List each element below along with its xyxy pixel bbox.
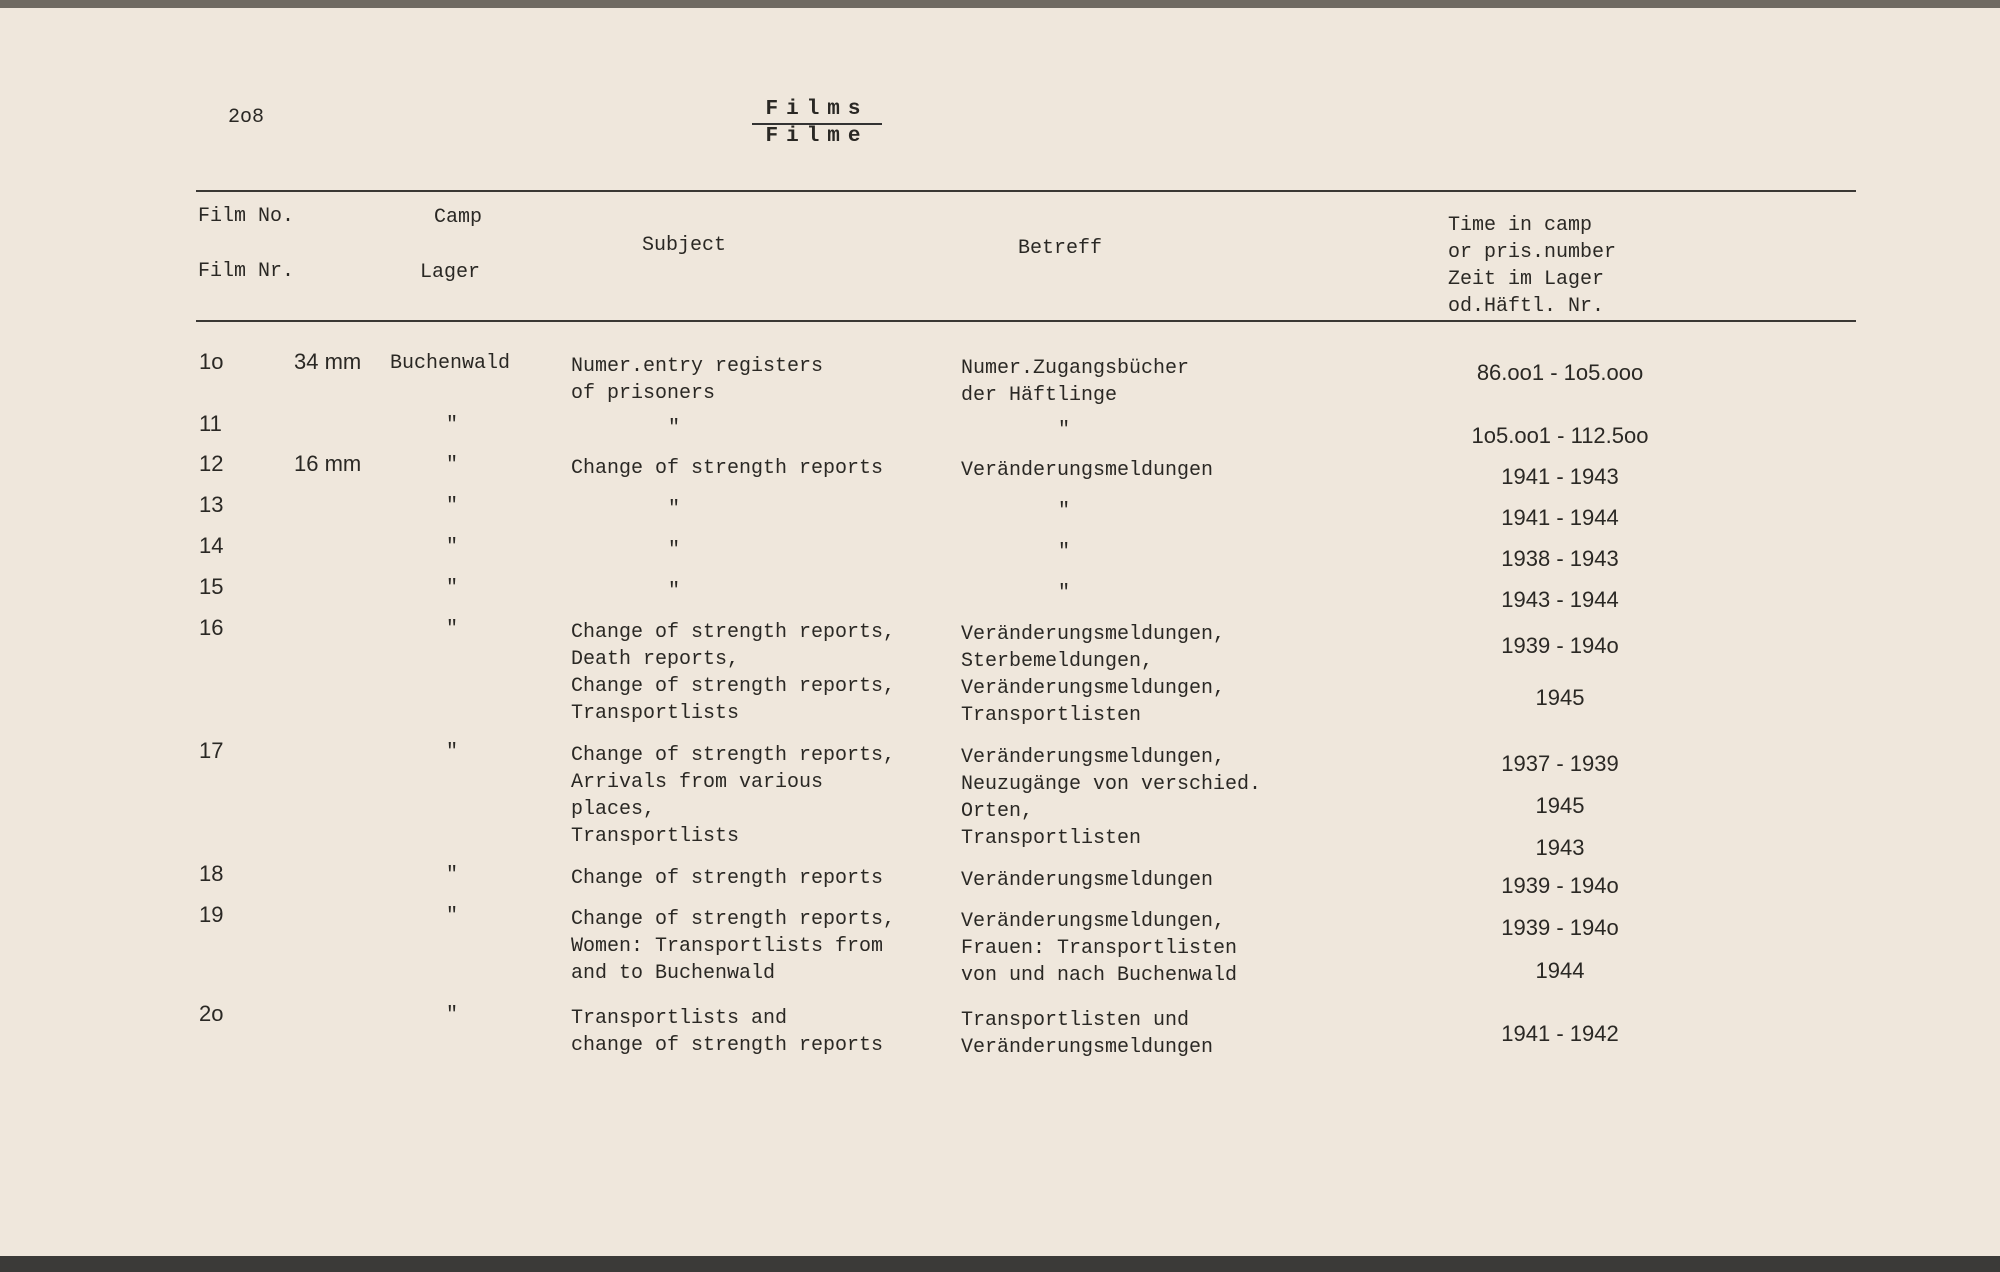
film-number: 11 — [199, 411, 222, 436]
film-number: 17 — [199, 738, 224, 763]
subject-cell: Change of strength reports, Arrivals from various places, Transportlists — [571, 744, 896, 848]
camp-cell: " — [446, 905, 459, 928]
betreff-cell: Veränderungsmeldungen — [961, 869, 1214, 892]
subject-cell: Transportlists and change of strength reports — [571, 1007, 884, 1057]
film-number: 1o — [199, 349, 224, 374]
time-in-camp-cell: 1939 - 194o 1944 — [1501, 915, 1619, 983]
header-time-line-2: or pris.number — [1448, 241, 1617, 264]
time-in-camp-cell: 1939 - 194o — [1501, 873, 1619, 898]
header-betreff: Betreff — [1018, 237, 1103, 260]
subject-cell: Change of strength reports, Death reports, Change of strength reports, Transportlists — [571, 621, 896, 725]
film-number: 2o — [199, 1001, 224, 1026]
subject-cell: " — [668, 539, 681, 562]
title-german: Filme — [765, 125, 869, 148]
subject-cell: Change of strength reports — [571, 867, 884, 890]
film-number: 19 — [199, 902, 224, 927]
camp-cell: " — [446, 454, 459, 477]
film-number: 18 — [199, 861, 224, 886]
film-number: 14 — [199, 533, 224, 558]
document-page — [0, 8, 2000, 1256]
subject-cell: Change of strength reports — [571, 457, 884, 480]
header-film-no: Film No. — [198, 205, 295, 228]
betreff-cell: Veränderungsmeldungen — [961, 459, 1214, 482]
betreff-cell: " — [1058, 582, 1071, 605]
camp-cell: " — [446, 536, 459, 559]
subject-cell: " — [668, 580, 681, 603]
film-size: 16 mm — [294, 451, 362, 476]
film-number: 13 — [199, 492, 224, 517]
film-number: 15 — [199, 574, 224, 599]
time-in-camp-cell: 1941 - 1943 — [1501, 464, 1619, 489]
header-time-line-3: Zeit im Lager — [1448, 268, 1605, 291]
page-title — [752, 98, 882, 148]
betreff-cell: " — [1058, 541, 1071, 564]
betreff-cell: Veränderungsmeldungen, Frauen: Transportlisten von und nach Buchenwald — [961, 910, 1238, 987]
time-in-camp-cell: 1937 - 1939 1945 1943 — [1501, 751, 1619, 860]
time-in-camp-cell: 86.oo1 - 1o5.ooo — [1476, 360, 1644, 385]
betreff-cell: " — [1058, 419, 1071, 442]
subject-cell: " — [668, 498, 681, 521]
camp-cell: Buchenwald — [390, 352, 511, 375]
camp-cell: " — [446, 1004, 459, 1027]
scan-bottom-edge — [0, 1256, 2000, 1272]
betreff-cell: " — [1058, 500, 1071, 523]
film-number: 16 — [199, 615, 224, 640]
page-number: 2o8 — [228, 106, 265, 129]
subject-cell: " — [668, 417, 681, 440]
camp-cell: " — [446, 741, 459, 764]
camp-cell: " — [446, 618, 459, 641]
subject-cell: Change of strength reports, Women: Transportlists from and to Buchenwald — [571, 908, 896, 985]
subject-cell: Numer.entry registers of prisoners — [571, 355, 824, 405]
header-subject: Subject — [642, 234, 727, 257]
header-lager: Lager — [420, 261, 481, 284]
time-in-camp-cell: 1938 - 1943 — [1501, 546, 1619, 571]
camp-cell: " — [446, 577, 459, 600]
header-camp: Camp — [434, 206, 483, 229]
time-in-camp-cell: 1943 - 1944 — [1501, 587, 1619, 612]
betreff-cell: Veränderungsmeldungen, Neuzugänge von verschied. Orten, Transportlisten — [961, 746, 1262, 850]
header-time-line-4: od.Häftl. Nr. — [1448, 295, 1605, 318]
camp-cell: " — [446, 864, 459, 887]
header-time-line-1: Time in camp — [1448, 214, 1593, 237]
header-top-rule — [196, 190, 1856, 192]
time-in-camp-cell: 1941 - 1942 — [1501, 1021, 1619, 1046]
time-in-camp-cell: 1939 - 194o 1945 — [1501, 633, 1619, 710]
film-size: 34 mm — [294, 349, 362, 374]
time-in-camp-cell: 1941 - 1944 — [1501, 505, 1619, 530]
betreff-cell: Veränderungsmeldungen, Sterbemeldungen, Veränderungsmeldungen, Transportlisten — [961, 623, 1226, 727]
betreff-cell: Numer.Zugangsbücher der Häftlinge — [961, 357, 1190, 407]
betreff-cell: Transportlisten und Veränderungsmeldungen — [961, 1009, 1214, 1059]
film-number: 12 — [199, 451, 224, 476]
camp-cell: " — [446, 495, 459, 518]
camp-cell: " — [446, 414, 459, 437]
title-english: Films — [752, 98, 882, 125]
header-bottom-rule — [196, 320, 1856, 322]
header-film-nr: Film Nr. — [198, 260, 295, 283]
time-in-camp-cell: 1o5.oo1 - 112.5oo — [1471, 423, 1649, 448]
